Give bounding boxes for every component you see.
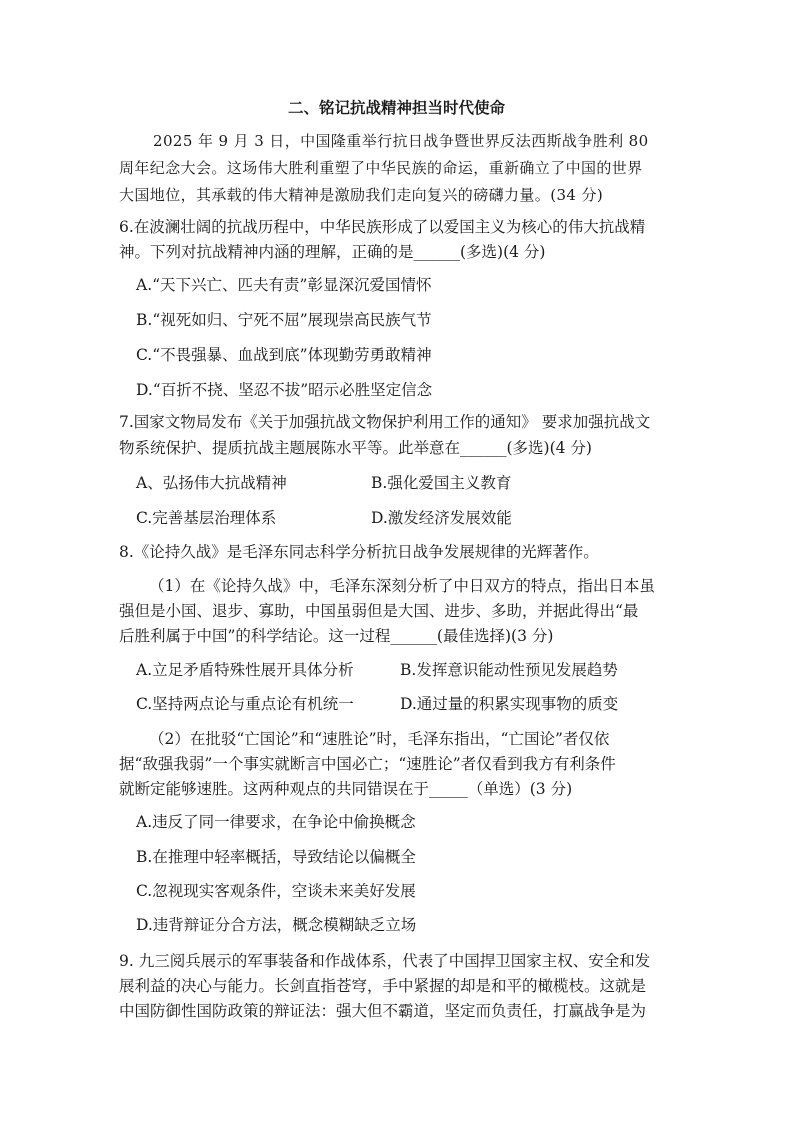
intro-line-2: 周年纪念大会。这场伟大胜利重塑了中华民族的命运，重新确立了中国的世界 — [119, 159, 643, 177]
q8-sub2-option-d: D.违背辩证分合方法，概念模糊缺乏立场 — [136, 916, 417, 934]
q6-option-a: A.“天下兴亡、匹夫有责”彰显深沉爱国情怀 — [136, 276, 432, 294]
q8-sub1-option-b: B.发挥意识能动性预见发展趋势 — [400, 661, 618, 679]
q9-line-2: 展利益的决心与能力。长剑直指苍穹，手中紧握的却是和平的橄榄枝。这就是 — [119, 977, 647, 995]
q8-sub2-option-a: A.违反了同一律要求，在争论中偷换概念 — [136, 813, 416, 831]
q8-sub1-option-a: A.立足矛盾特殊性展开具体分析 — [136, 661, 354, 679]
q9-line-3: 中国防御性国防政策的辩证法：强大但不霸道，坚定而负责任，打赢战争是为 — [119, 1002, 647, 1020]
q8-sub2-option-c: C.忽视现实客观条件，空谈未来美好发展 — [136, 882, 416, 900]
q8-stem: 8.《论持久战》是毛泽东同志科学分析抗日战争发展规律的光辉著作。 — [119, 543, 599, 561]
q9-line-1: 9. 九三阅兵展示的军事装备和作战体系，代表了中国捍卫国家主权、安全和发 — [119, 952, 651, 970]
q6-option-b: B.“视死如归、宁死不屈”展现崇高民族气节 — [136, 311, 432, 329]
q7-option-c: C.完善基层治理体系 — [136, 509, 277, 527]
q7-option-b: B.强化爱国主义教育 — [371, 474, 512, 492]
q7-stem-line-2: 物系统保护、提质抗战主题展陈水平等。此举意在______(多选)(4 分) — [119, 439, 592, 457]
q8-sub1-line-1: （1）在《论持久战》中，毛泽东深刻分析了中日双方的特点，指出日本虽 — [149, 577, 655, 595]
q6-stem-line-1: 6.在波澜壮阔的抗战历程中，中华民族形成了以爱国主义为核心的伟大抗战精 — [119, 218, 646, 236]
section-title: 二、铭记抗战精神担当时代使命 — [288, 99, 506, 117]
intro-line-1: 2025 年 9 月 3 日，中国隆重举行抗日战争暨世界反法西斯战争胜利 80 — [153, 132, 649, 150]
q8-sub1-option-c: C.坚持两点论与重点论有机统一 — [136, 695, 354, 713]
q8-sub1-option-d: D.通过量的积累实现事物的质变 — [400, 695, 619, 713]
q7-stem-line-1: 7.国家文物局发布《关于加强抗战文物保护利用工作的通知》 要求加强抗战文 — [119, 413, 651, 431]
q8-sub1-line-2: 强但是小国、退步、寡助，中国虽弱但是大国、进步、多助，并据此得出“最 — [119, 602, 639, 620]
q8-sub2-option-b: B.在推理中轻率概括，导致结论以偏概全 — [136, 848, 416, 866]
q7-option-a: A、弘扬伟大抗战精神 — [136, 474, 287, 492]
q6-stem-line-2: 神。下列对抗战精神内涵的理解，正确的是______(多选)(4 分) — [119, 243, 546, 261]
intro-line-3: 大国地位，其承载的伟大精神是激励我们走向复兴的磅礴力量。(34 分) — [119, 186, 604, 204]
q8-sub2-line-1: （2）在批驳“亡国论”和“速胜论”时，毛泽东指出，“亡国论”者仅依 — [149, 730, 610, 748]
q6-option-d: D.“百折不挠、坚忍不拔”昭示必胜坚定信念 — [136, 381, 433, 399]
q8-sub2-line-2: 据“敌强我弱”一个事实就断言中国必亡；“速胜论”者仅看到我方有利条件 — [119, 755, 616, 773]
q6-option-c: C.“不畏强暴、血战到底”体现勤劳勇敢精神 — [136, 346, 432, 364]
q8-sub1-line-3: 后胜利属于中国”的科学结论。这一过程______(最佳选择)(3 分) — [119, 627, 554, 645]
q8-sub2-line-3: 就断定能够速胜。这两种观点的共同错误在于_____（单选）(3 分) — [119, 780, 573, 798]
q7-option-d: D.激发经济发展效能 — [371, 509, 512, 527]
